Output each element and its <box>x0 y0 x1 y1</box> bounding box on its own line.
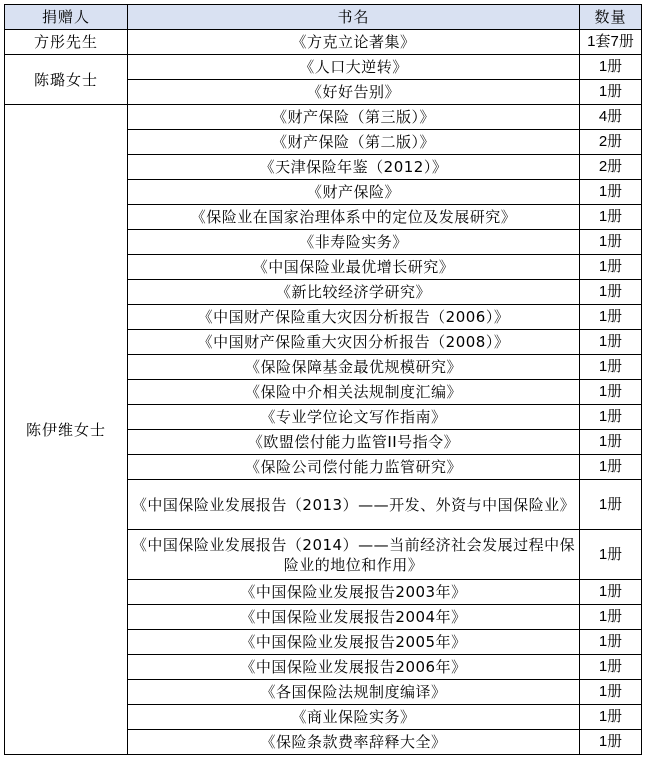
header-title: 书名 <box>128 5 580 30</box>
book-title: 《方克立论著集》 <box>128 30 580 55</box>
book-qty: 1册 <box>580 680 642 705</box>
book-qty: 1册 <box>580 255 642 280</box>
book-title: 《中国保险业发展报告2004年》 <box>128 605 580 630</box>
book-qty: 1册 <box>580 430 642 455</box>
book-title: 《保险公司偿付能力监管研究》 <box>128 455 580 480</box>
book-qty: 1册 <box>580 180 642 205</box>
book-title: 《保险业在国家治理体系中的定位及发展研究》 <box>128 205 580 230</box>
header-row <box>5 5 642 30</box>
book-qty: 1册 <box>580 605 642 630</box>
book-title: 《非寿险实务》 <box>128 230 580 255</box>
book-title: 《中国保险业发展报告2003年》 <box>128 580 580 605</box>
book-title: 《中国财产保险重大灾因分析报告（2008）》 <box>128 330 580 355</box>
book-title: 《保险中介相关法规制度汇编》 <box>128 380 580 405</box>
book-qty: 1套7册 <box>580 30 642 55</box>
book-qty: 1册 <box>580 730 642 755</box>
book-title: 《好好告别》 <box>128 80 580 105</box>
book-title: 《财产保险（第二版）》 <box>128 130 580 155</box>
table-row <box>5 105 642 130</box>
book-qty: 2册 <box>580 130 642 155</box>
book-title: 《中国财产保险重大灾因分析报告（2006）》 <box>128 305 580 330</box>
book-title: 《中国保险业发展报告2005年》 <box>128 630 580 655</box>
book-qty: 1册 <box>580 405 642 430</box>
donor-name: 陈璐女士 <box>5 55 128 105</box>
table-row <box>5 55 642 80</box>
book-qty: 1册 <box>580 580 642 605</box>
book-qty: 1册 <box>580 705 642 730</box>
book-title: 《保险条款费率辞释大全》 <box>128 730 580 755</box>
header-qty: 数量 <box>580 5 642 30</box>
donation-table <box>4 4 642 755</box>
book-qty: 1册 <box>580 455 642 480</box>
book-qty: 4册 <box>580 105 642 130</box>
book-title: 《天津保险年鉴（2012）》 <box>128 155 580 180</box>
table-row <box>5 30 642 55</box>
book-title: 《中国保险业发展报告（2014）——当前经济社会发展过程中保险业的地位和作用》 <box>128 530 580 580</box>
book-qty: 1册 <box>580 355 642 380</box>
book-title: 《人口大逆转》 <box>128 55 580 80</box>
book-title: 《财产保险（第三版）》 <box>128 105 580 130</box>
book-qty: 1册 <box>580 230 642 255</box>
book-qty: 1册 <box>580 655 642 680</box>
donor-name: 方彤先生 <box>5 30 128 55</box>
book-title: 《中国保险业最优增长研究》 <box>128 255 580 280</box>
book-title: 《中国保险业发展报告2006年》 <box>128 655 580 680</box>
book-title: 《保险保障基金最优规模研究》 <box>128 355 580 380</box>
book-title: 《各国保险法规制度编译》 <box>128 680 580 705</box>
book-qty: 1册 <box>580 380 642 405</box>
book-title: 《欧盟偿付能力监管II号指令》 <box>128 430 580 455</box>
book-title: 《新比较经济学研究》 <box>128 280 580 305</box>
book-title: 《专业学位论文写作指南》 <box>128 405 580 430</box>
book-qty: 2册 <box>580 155 642 180</box>
book-qty: 1册 <box>580 280 642 305</box>
book-qty: 1册 <box>580 205 642 230</box>
book-qty: 1册 <box>580 480 642 530</box>
book-qty: 1册 <box>580 330 642 355</box>
book-title: 《财产保险》 <box>128 180 580 205</box>
book-qty: 1册 <box>580 305 642 330</box>
header-donor: 捐赠人 <box>5 5 128 30</box>
book-qty: 1册 <box>580 530 642 580</box>
book-title: 《中国保险业发展报告（2013）——开发、外资与中国保险业》 <box>128 480 580 530</box>
book-qty: 1册 <box>580 55 642 80</box>
book-qty: 1册 <box>580 80 642 105</box>
book-qty: 1册 <box>580 630 642 655</box>
book-title: 《商业保险实务》 <box>128 705 580 730</box>
table-body <box>5 30 642 755</box>
donor-name: 陈伊维女士 <box>5 105 128 755</box>
